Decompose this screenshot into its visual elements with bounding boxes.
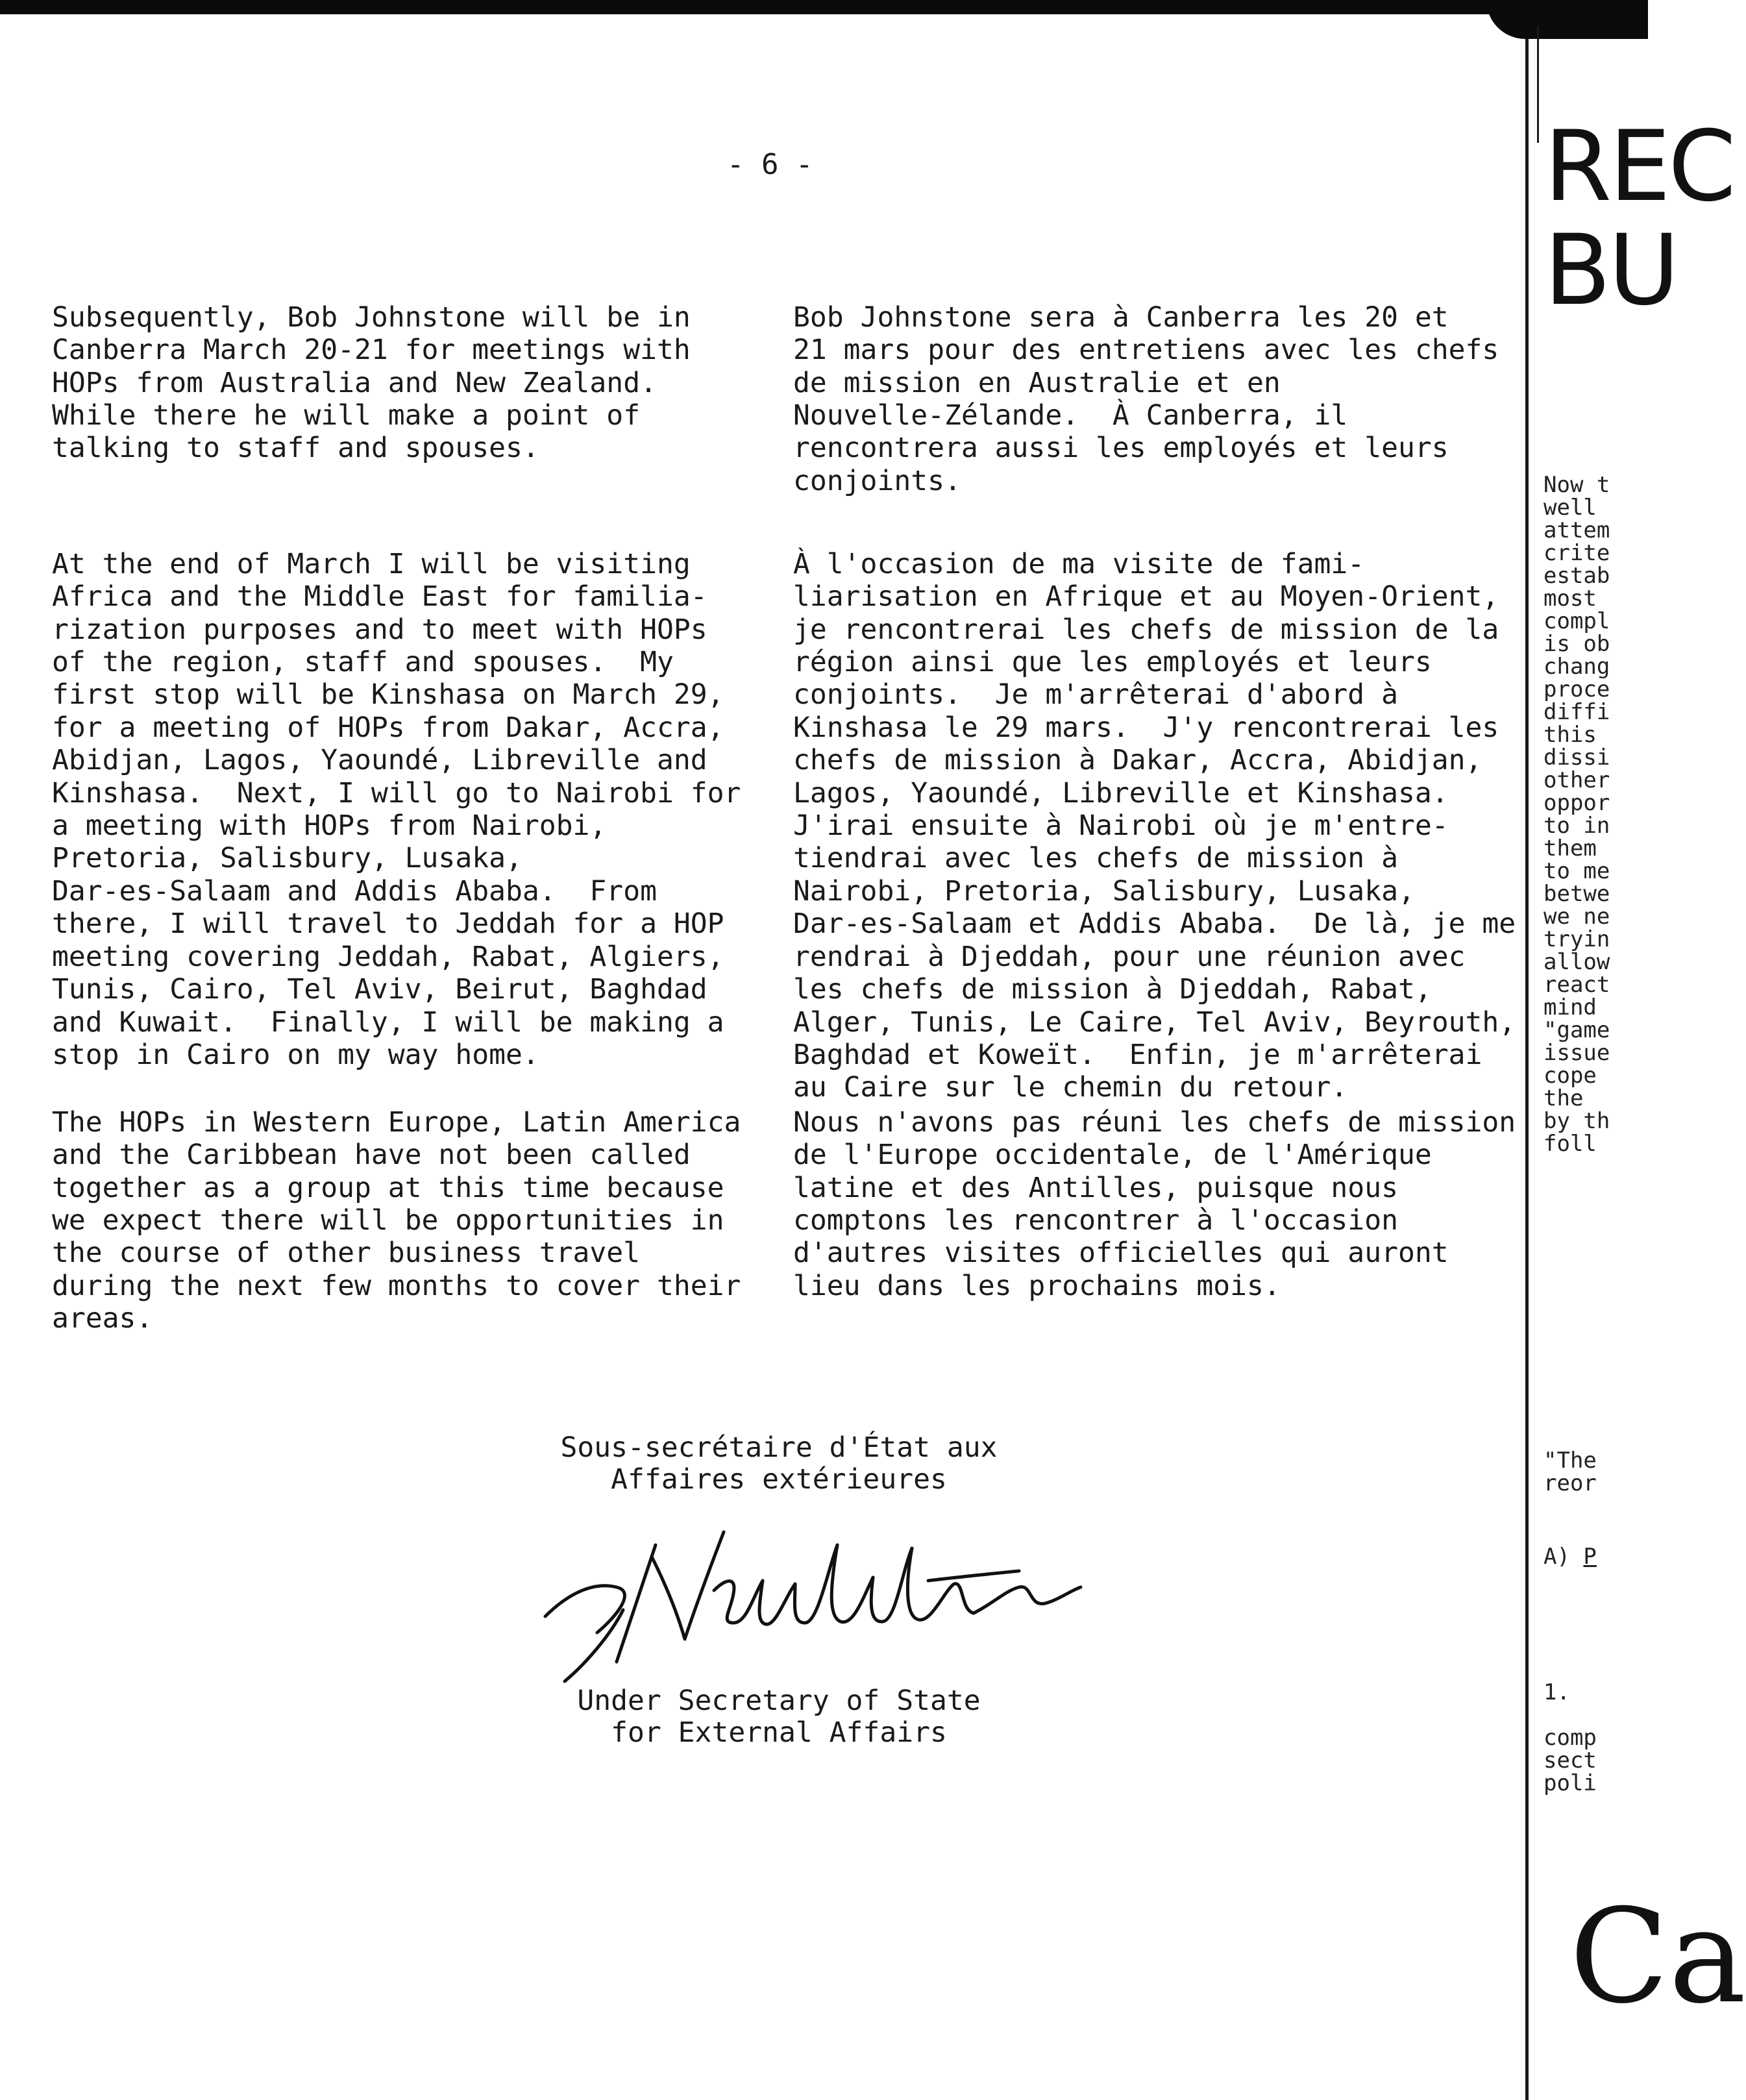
adjacent-page-section-prefix: A) (1543, 1544, 1584, 1570)
english-paragraph-canberra: Subsequently, Bob Johnstone will be in Canberra March 20-21 for meetings with HOPs from Australia and New Zealand. While there he will make a point of talking to staff and spouses. (52, 301, 691, 465)
signatory-title-french-line2: Affaires extérieures (611, 1463, 947, 1496)
french-paragraph-western-europe: Nous n'avons pas réuni les chefs de mission de l'Europe occidentale, de l'Amérique latine et des Antilles, puisque nous comptons les rencontrer à l'occasion d'autres visites officielles qui auront lieu dans les prochains mois. (793, 1106, 1516, 1302)
page-gutter-line (1525, 39, 1529, 2100)
page-number: - 6 - (727, 148, 813, 181)
adjacent-page-heading-line1: REC (1544, 110, 1734, 223)
handwritten-signature (539, 1519, 1123, 1688)
english-paragraph-africa-trip: At the end of March I will be visiting Africa and the Middle East for familia- rization purposes and to meet with HOPs of the region, staff and spouses. My first stop will be Kinshasa on March 29, for a meeting of HOPs from Dakar, Accra, Abidjan, Lagos, Yaoundé, Libreville and Kinshasa. Next, I will go to Nairobi for a meeting with HOPs from Nairobi, Pretoria, Salisbury, Lusaka, Dar-es-Salaam and Addis Ababa. From there, I will travel to Jeddah for a HOP meeting covering Jeddah, Rabat, Algiers, Tunis, Cairo, Tel Aviv, Beirut, Baghdad and Kuwait. Finally, I will be making a stop in Cairo on my way home. (52, 547, 741, 1071)
adjacent-page-heading-line2: BU (1544, 214, 1677, 327)
adjacent-page-text-fragments: Now t well attem crite estab most compl is ob chang proce diffi this dissi other oppor to in them to me betwe we ne tryin allow react mind "game issue cope the by th foll (1543, 472, 1610, 1157)
french-paragraph-canberra: Bob Johnstone sera à Canberra les 20 et 21 mars pour des entretiens avec les chefs de mission en Australie et en Nouvelle-Zélande. À Canberra, il rencontrera aussi les employés et leurs conjoints. (793, 301, 1499, 497)
french-column-europe (793, 1041, 1516, 1335)
signatory-title-french (532, 1432, 1026, 1496)
page-gutter-mark (1537, 26, 1539, 143)
english-column-africa (52, 482, 766, 1104)
french-column-africa (793, 482, 1516, 1137)
french-paragraph-africa-trip: À l'occasion de ma visite de fami- liarisation en Afrique et au Moyen-Orient, je rencontrerai les chefs de mission de la région ainsi que les employés et leurs conjoints. Je m'arrêterai d'abord à Kinshasa le 29 mars. J'y rencontrerai les chefs de mission à Dakar, Accra, Abidjan, Lagos, Yaoundé, Libreville et Kinshasa. J'irai ensuite à Nairobi où je m'entre- tiendrai avec les chefs de mission à Nairobi, Pretoria, Salisbury, Lusaka, Dar-es-Salaam et Addis Ababa. De là, je me rendrai à Djeddah, pour une réunion avec les chefs de mission à Djeddah, Rabat, Alger, Tunis, Le Caire, Tel Aviv, Beyrouth, Baghdad et Koweït. Enfin, je m'arrêterai au Caire sur le chemin du retour. (793, 547, 1516, 1104)
signatory-title-french-line1: Sous-secrétaire d'État aux (560, 1431, 998, 1464)
english-paragraph-western-europe: The HOPs in Western Europe, Latin America and the Caribbean have not been called together as a group at this time because we expect there will be opportunities in the course of other business travel during the next few months to cover their areas. (52, 1106, 741, 1335)
adjacent-page-section-label (1543, 1546, 1597, 1568)
adjacent-page-section-heading: P (1583, 1544, 1597, 1570)
signatory-title-english-line2: for External Affairs (611, 1716, 947, 1749)
adjacent-page-quote-fragment: "The reor (1543, 1448, 1597, 1496)
signatory-title-english (532, 1685, 1026, 1749)
adjacent-page-numbered-fragment: 1. comp sect poli (1543, 1679, 1597, 1796)
adjacent-page-footer-logo: Ca (1569, 1881, 1746, 2032)
english-column (52, 236, 766, 497)
english-column-europe (52, 1041, 766, 1368)
signatory-title-english-line1: Under Secretary of State (577, 1685, 981, 1717)
scan-top-border (0, 0, 1648, 14)
